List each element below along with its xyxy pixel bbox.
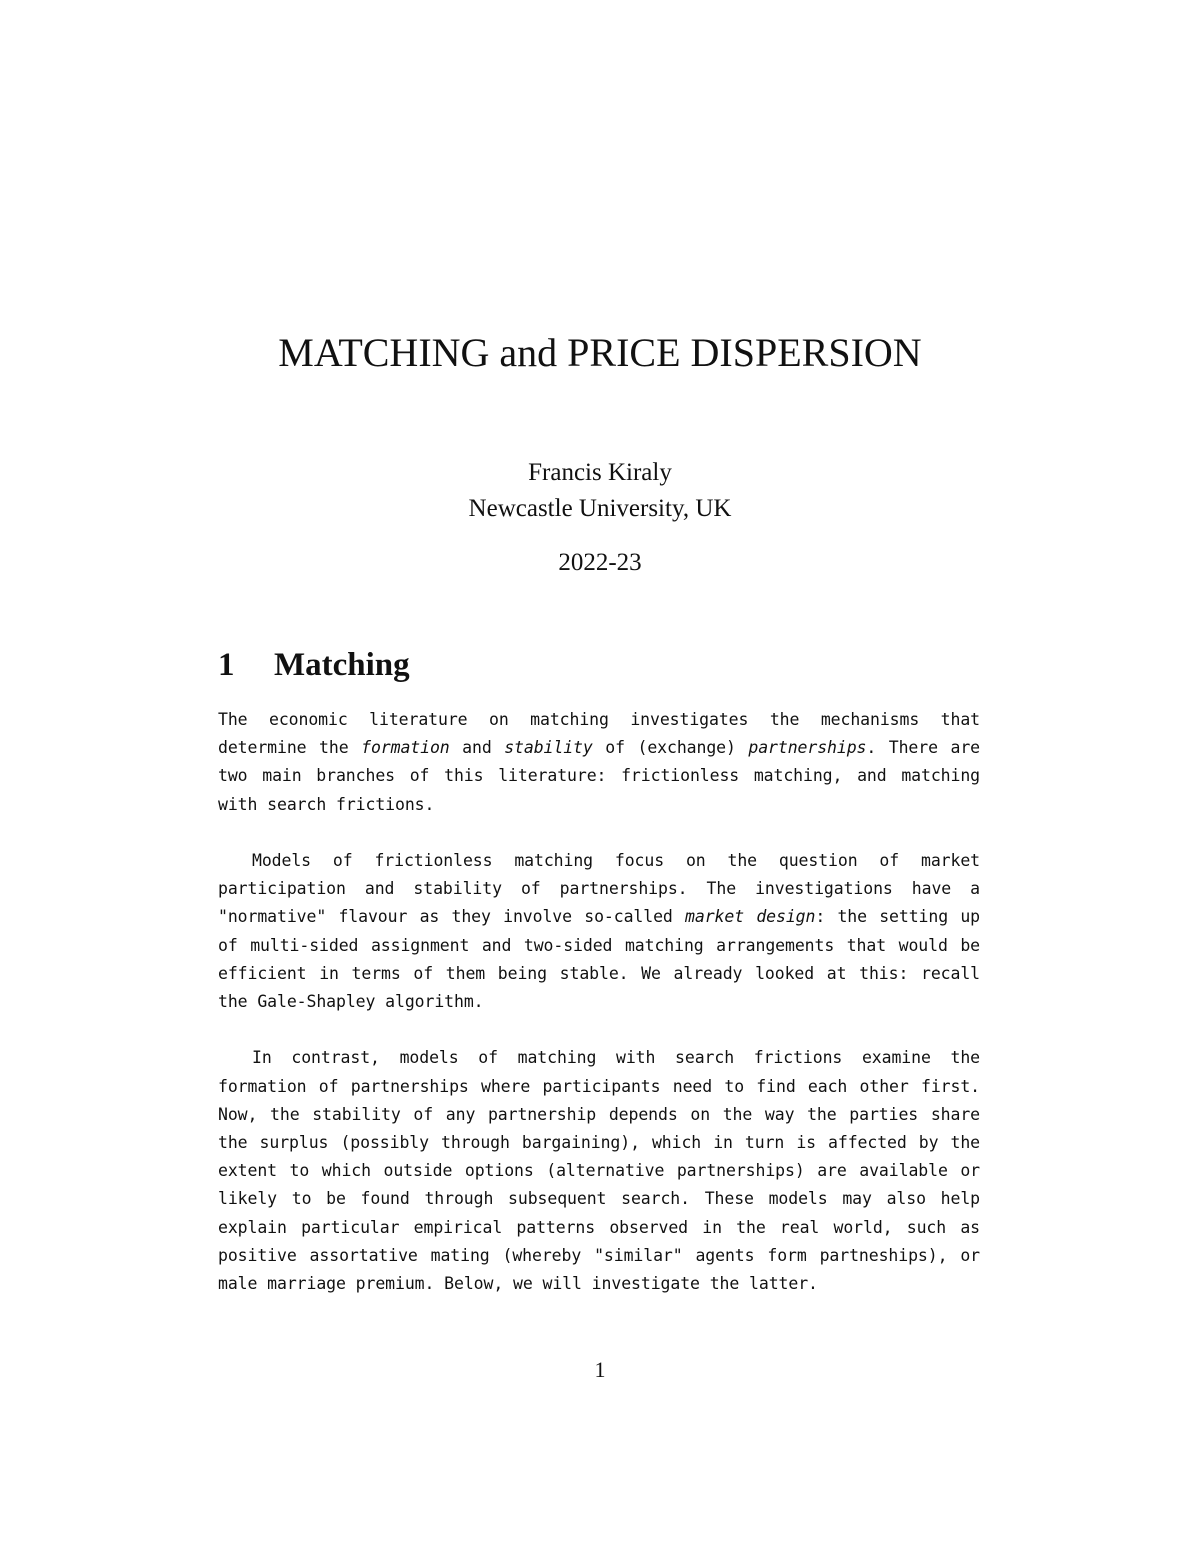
paragraph-1 xyxy=(218,706,980,819)
emphasis-text: formation xyxy=(361,738,450,758)
paragraph-text: In contrast, models of matching with search frictions examine the formation of partnerships where participants need to find each other first. Now, the stability of any partnership depends on the way the parties share the surplus (possibly through bargaining), which in turn is affected by the extent to which outside options (alternative partnerships) are available or likely to be found through subsequent search. These models may also help explain particular empirical patterns observed in the real world, such as positive assortative mating (whereby "similar" agents form partneships), or male marriage premium. Below, we will investigate the latter. xyxy=(218,1048,980,1294)
paragraph-text: Models of frictionless matching focus on the question of market participation and stability of partnerships. The investigations have a "normative" flavour as they involve so-called xyxy=(218,851,980,927)
paragraph-text: and xyxy=(449,738,505,758)
document-date: 2022-23 xyxy=(558,549,642,576)
document-title-text: MATCHING and PRICE DISPERSION xyxy=(278,330,922,375)
paragraph-2 xyxy=(218,847,980,1016)
paragraph-3 xyxy=(218,1044,980,1298)
section-title: Matching xyxy=(274,647,410,683)
page-number: 1 xyxy=(594,1357,606,1382)
emphasis-text: stability xyxy=(504,738,593,758)
paragraph-text: The economic literature on matching investigates the mechanisms that determine the xyxy=(218,710,980,758)
author-name: Francis Kiraly xyxy=(528,459,672,486)
paragraph-text: . There are two main branches of this literature: frictionless matching, and matching with search frictions. xyxy=(218,738,980,814)
section-number: 1 xyxy=(218,647,235,683)
paragraph-text: of (exchange) xyxy=(592,738,749,758)
paragraph-text: : the setting up of multi-sided assignment and two-sided matching arrangements that would be efficient in terms of them being stable. We already looked at this: recall the Gale-Shapley algorithm. xyxy=(218,907,981,1012)
author-affiliation: Newcastle University, UK xyxy=(468,495,732,522)
section-body xyxy=(218,706,980,1298)
document-title xyxy=(250,328,950,378)
emphasis-text: partnerships xyxy=(748,738,867,758)
emphasis-text: market design xyxy=(685,907,816,927)
section-heading xyxy=(218,643,410,687)
